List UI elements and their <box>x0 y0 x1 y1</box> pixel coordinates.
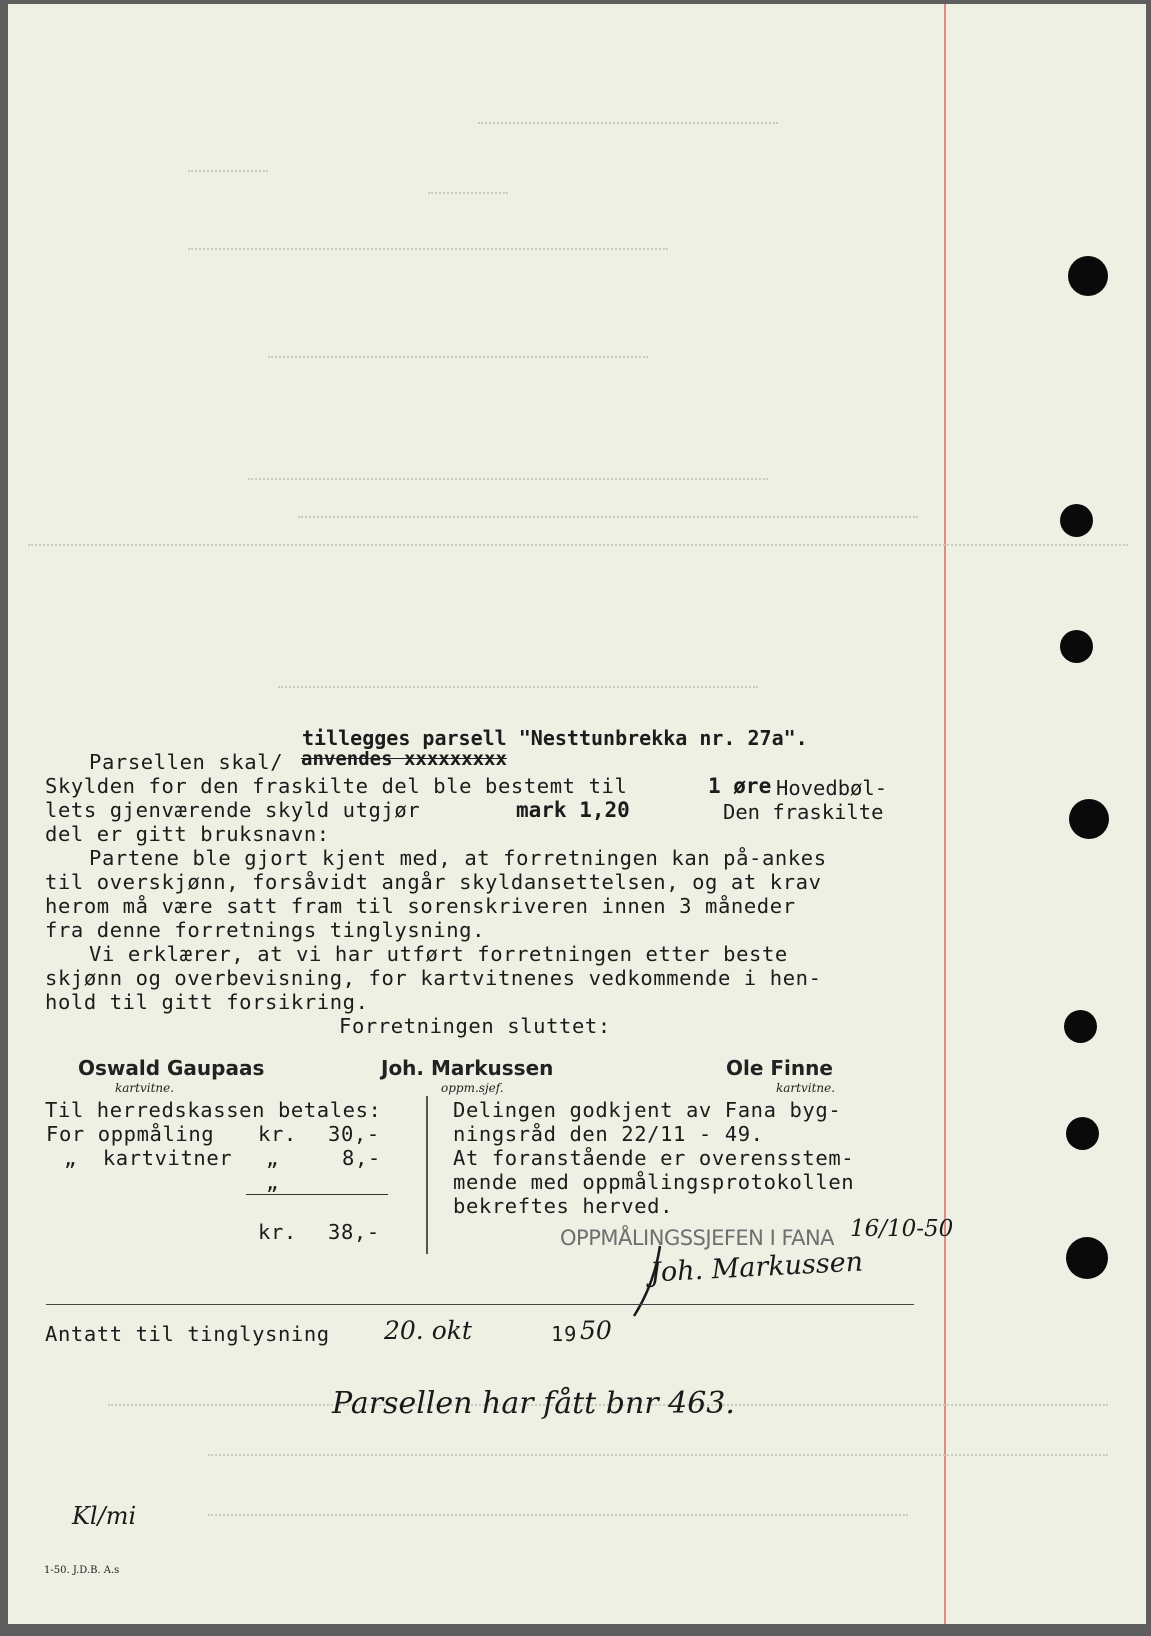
skyld-mark: mark 1,20 <box>516 798 630 822</box>
punch-hole <box>1064 1010 1097 1043</box>
fee-label: For oppmåling <box>46 1122 215 1146</box>
approval-line: bekreftes herved. <box>453 1194 674 1218</box>
fee-unit: „ <box>266 1146 279 1170</box>
total-value: 38,- <box>328 1220 380 1244</box>
approval-line: Delingen godkjent av Fana byg- <box>453 1098 842 1122</box>
skyld-suffix: Hovedbøl- <box>776 776 888 800</box>
fee-unit: kr. <box>258 1122 297 1146</box>
bleed-through <box>428 192 508 204</box>
fee-label: „ kartvitner <box>64 1146 233 1170</box>
section-rule <box>46 1304 914 1305</box>
column-divider <box>426 1096 428 1254</box>
punch-hole <box>1060 504 1093 537</box>
signatory-name: Ole Finne <box>726 1056 833 1080</box>
punch-hole <box>1060 630 1093 663</box>
bleed-through <box>208 1514 908 1526</box>
document-page <box>8 4 1146 1624</box>
body-line: til overskjønn, forsåvidt angår skyldansettelsen, og at krav <box>45 870 822 894</box>
approval-line: At foranstående er overensstem- <box>453 1146 855 1170</box>
body-line: fra denne forretnings tinglysning. <box>45 918 486 942</box>
bleed-through <box>28 544 1128 556</box>
registration-date: 20. okt <box>384 1316 472 1345</box>
punch-hole <box>1069 799 1109 839</box>
form-code: 1-50. J.D.B. A.s <box>44 1565 120 1576</box>
registration-year: 19 <box>551 1322 577 1346</box>
approval-signature: Joh. Markussen <box>649 1246 864 1289</box>
approval-line: mende med oppmålingsprotokollen <box>453 1170 855 1194</box>
punch-hole <box>1066 1117 1099 1150</box>
bleed-through <box>188 248 668 260</box>
clerk-initials: Kl/mi <box>72 1502 137 1530</box>
body-line: hold til gitt forsikring. <box>45 990 369 1014</box>
fees-heading: Til herredskassen betales: <box>45 1098 382 1122</box>
bleed-through <box>278 686 758 698</box>
body-line: Partene ble gjort kjent med, at forretningen kan på-ankes <box>89 846 827 870</box>
registration-year-hand: 50 <box>580 1316 612 1345</box>
bleed-through <box>478 122 778 138</box>
fee-value: 8,- <box>342 1146 381 1170</box>
signatory-role: kartvitne. <box>115 1081 175 1095</box>
bleed-through <box>268 356 648 368</box>
parcel-heading: tillegges parsell "Nesttunbrekka nr. 27a". <box>302 726 808 750</box>
body-line: Forretningen sluttet: <box>339 1014 611 1038</box>
struck-text: anvendes xxxxxxxxx <box>301 748 507 770</box>
bleed-through <box>298 516 918 528</box>
body-line: Parsellen skal/ <box>89 750 284 774</box>
punch-hole <box>1066 1237 1108 1279</box>
stamp-date: 16/10-50 <box>850 1216 954 1242</box>
fee-ditto: „ <box>266 1170 279 1194</box>
punch-hole <box>1068 256 1108 296</box>
body-line: skjønn og overbevisning, for kartvitnenes vedkommende i hen- <box>45 966 822 990</box>
body-line: del er gitt bruksnavn: <box>45 822 330 846</box>
registration-label: Antatt til tinglysning <box>45 1322 330 1346</box>
signatory-name: Oswald Gaupaas <box>78 1056 265 1080</box>
bleed-through <box>208 1454 1108 1466</box>
skyld-amount: 1 øre <box>708 774 772 798</box>
skyld-after: Den fraskilte <box>723 800 884 824</box>
handwritten-note: Parsellen har fått bnr 463. <box>332 1386 735 1421</box>
body-line: lets gjenværende skyld utgjør <box>45 798 421 822</box>
red-margin-line <box>944 4 946 1624</box>
body-line: Vi erklærer, at vi har utført forretningen etter beste <box>89 942 788 966</box>
body-line: herom må være satt fram til sorenskriveren innen 3 måneder <box>45 894 796 918</box>
approval-line: ningsråd den 22/11 - 49. <box>453 1122 764 1146</box>
signatory-role: oppm.sjef. <box>441 1081 504 1095</box>
bleed-through <box>248 478 768 490</box>
body-line: Skylden for den fraskilte del ble bestemt til <box>45 774 628 798</box>
bleed-through <box>188 170 268 182</box>
signature-stroke <box>630 1242 670 1320</box>
fee-value: 30,- <box>328 1122 380 1146</box>
signatory-role: kartvitne. <box>776 1081 836 1095</box>
office-stamp: OPPMÅLINGSSJEFEN I FANA <box>560 1226 835 1250</box>
sum-rule <box>246 1194 388 1195</box>
signatory-name: Joh. Markussen <box>381 1056 554 1080</box>
total-unit: kr. <box>258 1220 297 1244</box>
